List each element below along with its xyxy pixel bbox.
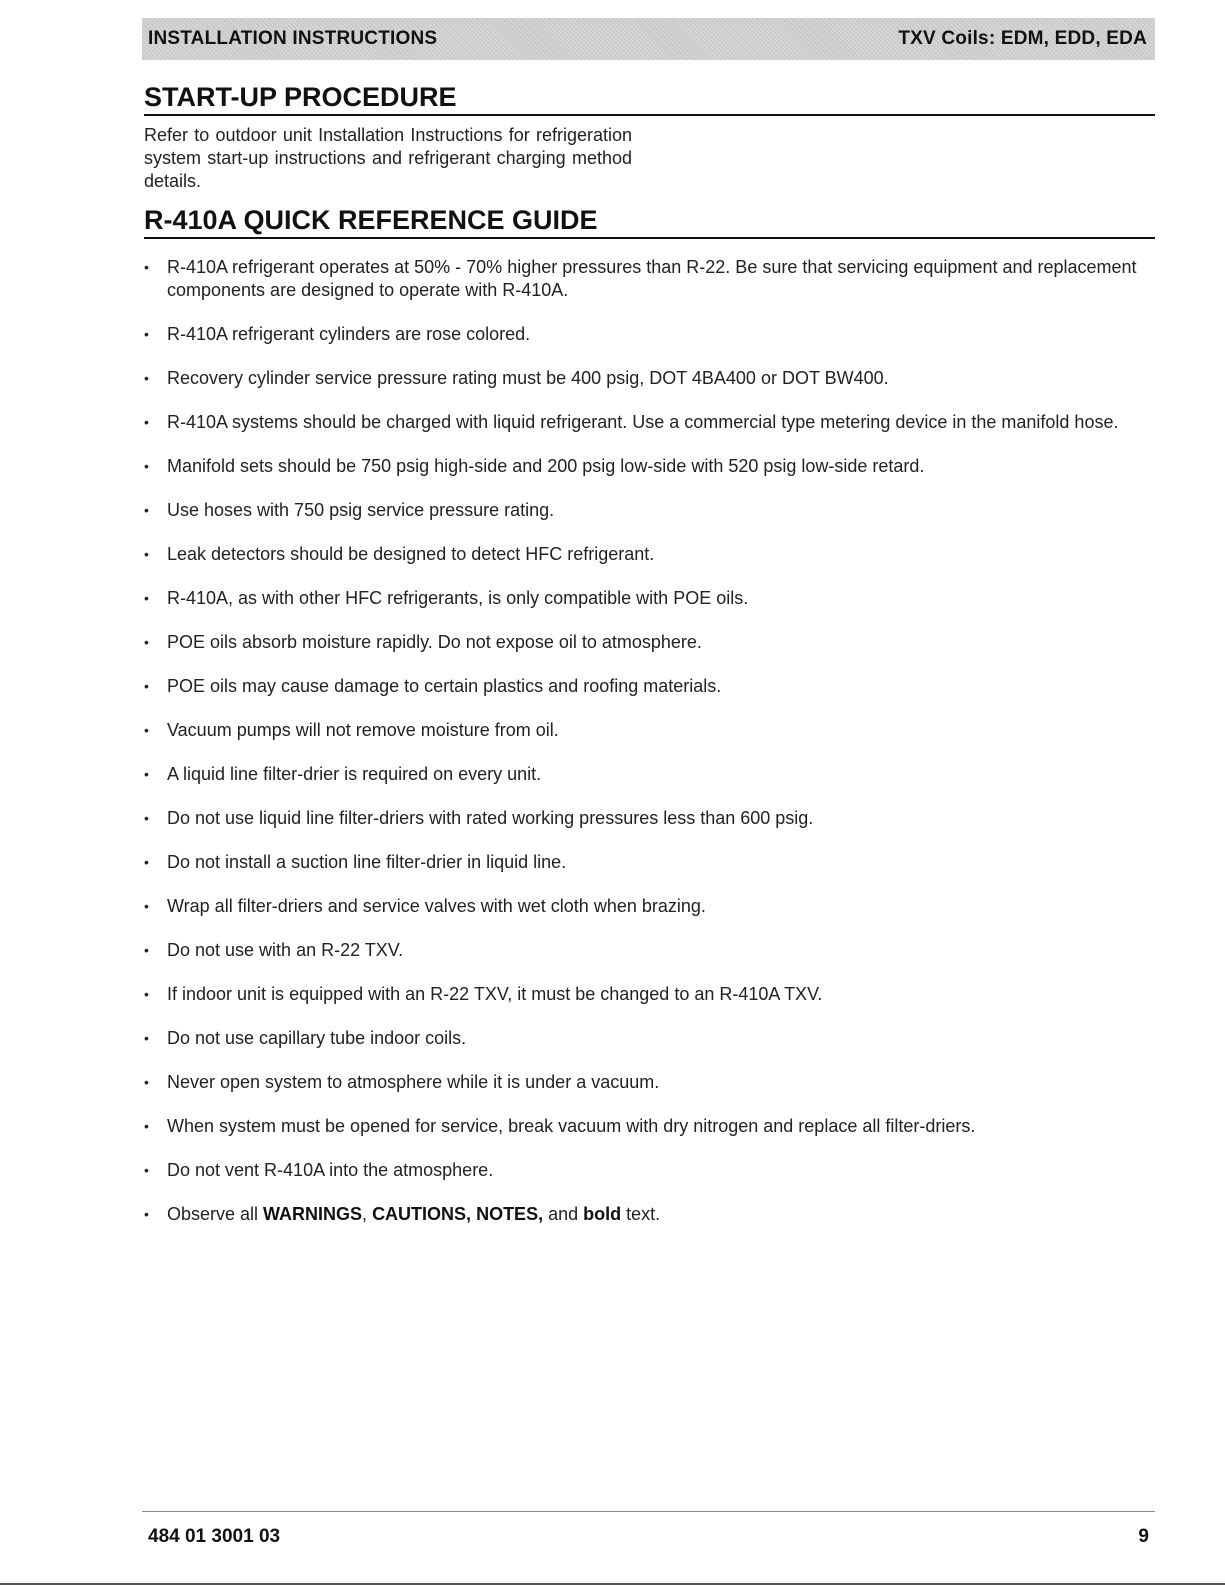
bullet-icon: • [144,634,149,650]
list-item-text: POE oils absorb moisture rapidly. Do not expose oil to atmosphere. [167,632,702,652]
list-item-text: When system must be opened for service, break vacuum with dry nitrogen and replace all filter-driers. [167,1116,976,1136]
list-item [144,543,1155,566]
list-item [144,499,1155,522]
list-item-text: If indoor unit is equipped with an R-22 TXV, it must be changed to an R-410A TXV. [167,984,823,1004]
quick-reference-list [144,256,1155,1247]
header-bar [142,18,1155,60]
page-number: 9 [1138,1526,1149,1547]
list-item [144,367,1155,390]
list-item [144,939,1155,962]
quick-reference-title: R-410A QUICK REFERENCE GUIDE [144,205,1155,239]
bullet-icon: • [144,898,149,914]
list-item-text: R-410A, as with other HFC refrigerants, is only compatible with POE oils. [167,588,749,608]
list-item [144,1027,1155,1050]
header-product: TXV Coils: EDM, EDD, EDA [898,28,1147,49]
list-item [144,323,1155,346]
bold-warnings: WARNINGS [263,1204,363,1224]
bullet-icon: • [144,546,149,562]
list-item-text: Do not install a suction line filter-drier in liquid line. [167,852,567,872]
startup-procedure-text: Refer to outdoor unit Installation Instructions for refrigeration system start-up instructions and refrigerant charging method details. [144,125,632,191]
list-item-text: A liquid line filter-drier is required on every unit. [167,764,542,784]
bullet-icon: • [144,458,149,474]
list-item [144,807,1155,830]
bullet-icon: • [144,502,149,518]
document-number: 484 01 3001 03 [148,1526,281,1547]
list-item-text: Wrap all filter-driers and service valves with wet cloth when brazing. [167,896,706,916]
list-item-text: Manifold sets should be 750 psig high-side and 200 psig low-side with 520 psig low-side retard. [167,456,925,476]
list-item [144,411,1155,434]
bullet-icon: • [144,326,149,342]
bullet-icon: • [144,370,149,386]
list-item-text: POE oils may cause damage to certain plastics and roofing materials. [167,676,722,696]
bullet-icon: • [144,986,149,1002]
list-item [144,895,1155,918]
list-item-text: Leak detectors should be designed to detect HFC refrigerant. [167,544,655,564]
list-item [144,1203,1155,1226]
list-item-text: Do not use liquid line filter-driers with rated working pressures less than 600 psig. [167,808,814,828]
bullet-icon: • [144,1162,149,1178]
bullet-icon: • [144,1206,149,1222]
bullet-icon: • [144,722,149,738]
list-item [144,587,1155,610]
list-item-text: R-410A refrigerant operates at 50% - 70% higher pressures than R-22. Be sure that servicing equipment and replacement components are designed to operate with R-410A. [167,257,1137,300]
bullet-icon: • [144,414,149,430]
list-item [144,256,1155,302]
list-item [144,631,1155,654]
startup-procedure-title: START-UP PROCEDURE [144,82,1155,116]
list-item [144,983,1155,1006]
bullet-icon: • [144,678,149,694]
list-item [144,851,1155,874]
footer-divider [142,1511,1155,1512]
list-item-text: Vacuum pumps will not remove moisture from oil. [167,720,559,740]
list-item-text: Recovery cylinder service pressure rating must be 400 psig, DOT 4BA400 or DOT BW400. [167,368,889,388]
list-item-text: Never open system to atmosphere while it is under a vacuum. [167,1072,660,1092]
bold-word: bold [583,1204,622,1224]
list-item-text: Use hoses with 750 psig service pressure rating. [167,500,555,520]
bold-cautions-notes: CAUTIONS, NOTES, [372,1204,544,1224]
header-title: INSTALLATION INSTRUCTIONS [148,28,438,49]
list-item [144,719,1155,742]
list-item [144,1159,1155,1182]
list-item-text: Do not vent R-410A into the atmosphere. [167,1160,494,1180]
list-item [144,1115,1155,1138]
bullet-icon: • [144,854,149,870]
bullet-icon: • [144,259,149,275]
list-item-text: R-410A systems should be charged with liquid refrigerant. Use a commercial type metering device in the manifold hose. [167,412,1119,432]
bullet-icon: • [144,766,149,782]
bullet-icon: • [144,942,149,958]
list-item-text: Do not use capillary tube indoor coils. [167,1028,467,1048]
list-item [144,1071,1155,1094]
list-item [144,763,1155,786]
list-item [144,675,1155,698]
list-item-text: Observe all WARNINGS, CAUTIONS, NOTES, and bold text. [167,1204,661,1224]
bullet-icon: • [144,1030,149,1046]
bullet-icon: • [144,810,149,826]
list-item-text: Do not use with an R-22 TXV. [167,940,404,960]
list-item [144,455,1155,478]
bullet-icon: • [144,590,149,606]
bullet-icon: • [144,1118,149,1134]
bullet-icon: • [144,1074,149,1090]
list-item-text: R-410A refrigerant cylinders are rose colored. [167,324,531,344]
